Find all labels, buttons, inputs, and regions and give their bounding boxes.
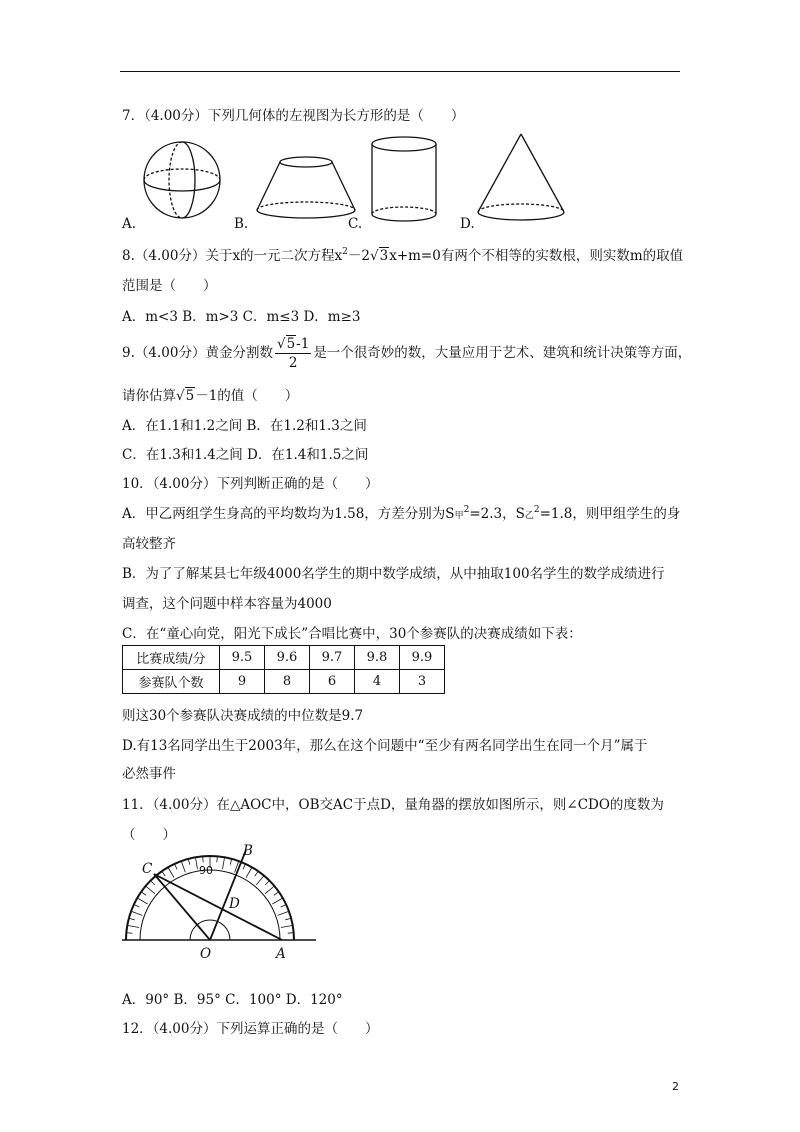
q7-option-a: A. <box>122 216 137 232</box>
protractor-tick <box>129 918 135 920</box>
table-cell: 9.8 <box>355 646 400 670</box>
protractor-tick <box>281 905 286 908</box>
protractor-tick <box>151 881 155 885</box>
protractor-tick <box>265 881 269 885</box>
table-cell: 4 <box>355 670 400 694</box>
protractor-tick <box>168 867 174 877</box>
label-d: D <box>229 896 240 912</box>
protractor-tick <box>195 857 197 869</box>
q10-option-d: D.有13名同学出生于2003年，那么在这个问题中“至少有两名同学出生在同一个月”属于 <box>122 738 648 754</box>
protractor-tick <box>230 859 232 865</box>
protractor-figure <box>118 842 328 952</box>
table-cell: 3 <box>400 670 445 694</box>
q9-options-2: C．在1.3和1.4之间 D．在1.4和1.5之间 <box>122 447 369 463</box>
protractor-tick <box>217 856 218 862</box>
protractor-tick <box>126 933 132 934</box>
protractor-inner-arc <box>140 870 280 940</box>
q10-option-b: B．为了了解某县七年级4000名学生的期中数学成绩，从中抽取100名学生的数学成绩进行 <box>122 566 665 582</box>
header-rule <box>120 71 680 72</box>
q9-stem: 9.（4.00分）黄金分割数 $\frac{√5-1}{2}$ 是一个很奇妙的数，大量应用于艺术、建筑和统计决策等方面， <box>122 336 692 371</box>
q10-option-c-line2: 则这30个参赛队决赛成绩的中位数是9.7 <box>122 708 364 724</box>
q8-stem: 8.（4.00分）关于x的一元二次方程$x^2-2√3x+m=0$有两个不相等的实数根，则实数m的取值 <box>122 247 684 264</box>
q7-stem: 7．（4.00分）下列几何体的左视图为长方形的是（ ） <box>122 108 465 124</box>
table-cell: 9 <box>220 670 265 694</box>
protractor-tick <box>255 871 258 876</box>
table-cell: 比赛成绩/分 <box>123 646 220 670</box>
q10-option-d-line2: 必然事件 <box>122 766 176 782</box>
protractor-tick <box>175 864 178 869</box>
protractor-tick <box>127 925 139 927</box>
protractor-tick <box>278 911 289 915</box>
q8-stem-line2: 范围是（ ） <box>122 278 217 294</box>
table-cell: 9.7 <box>310 646 355 670</box>
label-b: B <box>243 843 253 859</box>
protractor-tick <box>188 859 190 865</box>
q11-stem: 11．（4.00分）在△AOC中，OB交AC于点D，量角器的摆放如图所示，则∠CDO的度数为 <box>122 797 664 813</box>
protractor-tick <box>141 892 146 895</box>
protractor-tick <box>256 876 264 885</box>
q10-option-b-line2: 调查，这个问题中样本容量为4000 <box>122 596 332 612</box>
q7-option-d: D. <box>460 216 475 232</box>
q9-stem-line2: 请你估算√5－1的值（ ） <box>122 388 299 404</box>
table-cell: 8 <box>265 670 310 694</box>
score-table <box>122 645 445 694</box>
table-row <box>123 670 445 694</box>
q7-option-c: C. <box>348 216 363 232</box>
protractor-tick <box>272 898 282 904</box>
sphere-figure <box>144 142 220 218</box>
table-row <box>123 646 445 670</box>
table-cell: 9.5 <box>220 646 265 670</box>
q9-options-1: A．在1.1和1.2之间 B．在1.2和1.3之间 <box>122 418 367 434</box>
protractor-tick <box>285 918 291 920</box>
table-cell: 6 <box>310 670 355 694</box>
protractor-tick <box>146 886 155 894</box>
protractor-tick <box>203 856 204 862</box>
protractor-tick <box>131 911 142 915</box>
q10-stem: 10．（4.00分）下列判断正确的是（ ） <box>122 476 379 492</box>
protractor-tick <box>288 933 294 934</box>
q7-option-b: B. <box>234 216 249 232</box>
golden-ratio-fraction: $\frac{√5-1}{2}$ <box>276 336 310 371</box>
protractor-tick <box>137 898 147 904</box>
q10-option-a: A．甲乙两组学生身高的平均数均为1.58，方差分别为S甲$^2$=2.3，S乙$^2$=1.8，则甲组学生的身 <box>122 505 681 522</box>
table-cell: 参赛队个数 <box>123 670 220 694</box>
frustum-figure <box>257 157 355 218</box>
segment-ca <box>154 874 282 940</box>
segment-oc <box>154 874 210 940</box>
segment-ob <box>210 850 246 940</box>
protractor-tick <box>281 925 293 927</box>
q10-option-c: C．在“童心向党，阳光下成长”合唱比赛中，30个参赛队的决赛成绩如下表： <box>122 626 582 642</box>
cone-figure <box>478 134 564 220</box>
table-cell: 9.6 <box>265 646 310 670</box>
protractor-tick <box>181 861 185 872</box>
q11-options: A．90° B．95° C．100° D．120° <box>122 992 343 1008</box>
cylinder-figure <box>372 137 436 221</box>
table-cell: 9.9 <box>400 646 445 670</box>
label-90: 90 <box>199 864 213 877</box>
protractor-tick <box>243 864 246 869</box>
protractor-tick <box>246 867 252 877</box>
protractor-tick <box>265 886 274 894</box>
protractor-tick <box>274 892 279 895</box>
protractor-tick <box>162 871 165 876</box>
label-o: O <box>200 946 212 962</box>
q12-stem: 12．（4.00分）下列运算正确的是（ ） <box>122 1021 379 1037</box>
page-number: 2 <box>672 1080 679 1093</box>
label-c: C <box>142 861 153 877</box>
protractor-tick <box>134 905 139 908</box>
q11-stem-line2: （ ） <box>122 827 176 843</box>
label-a: A <box>276 946 286 962</box>
protractor-tick <box>223 857 225 869</box>
q10-option-a-line2: 高较整齐 <box>122 536 176 552</box>
q8-options: A．m<3 B．m>3 C．m≤3 D．m≥3 <box>122 309 361 325</box>
